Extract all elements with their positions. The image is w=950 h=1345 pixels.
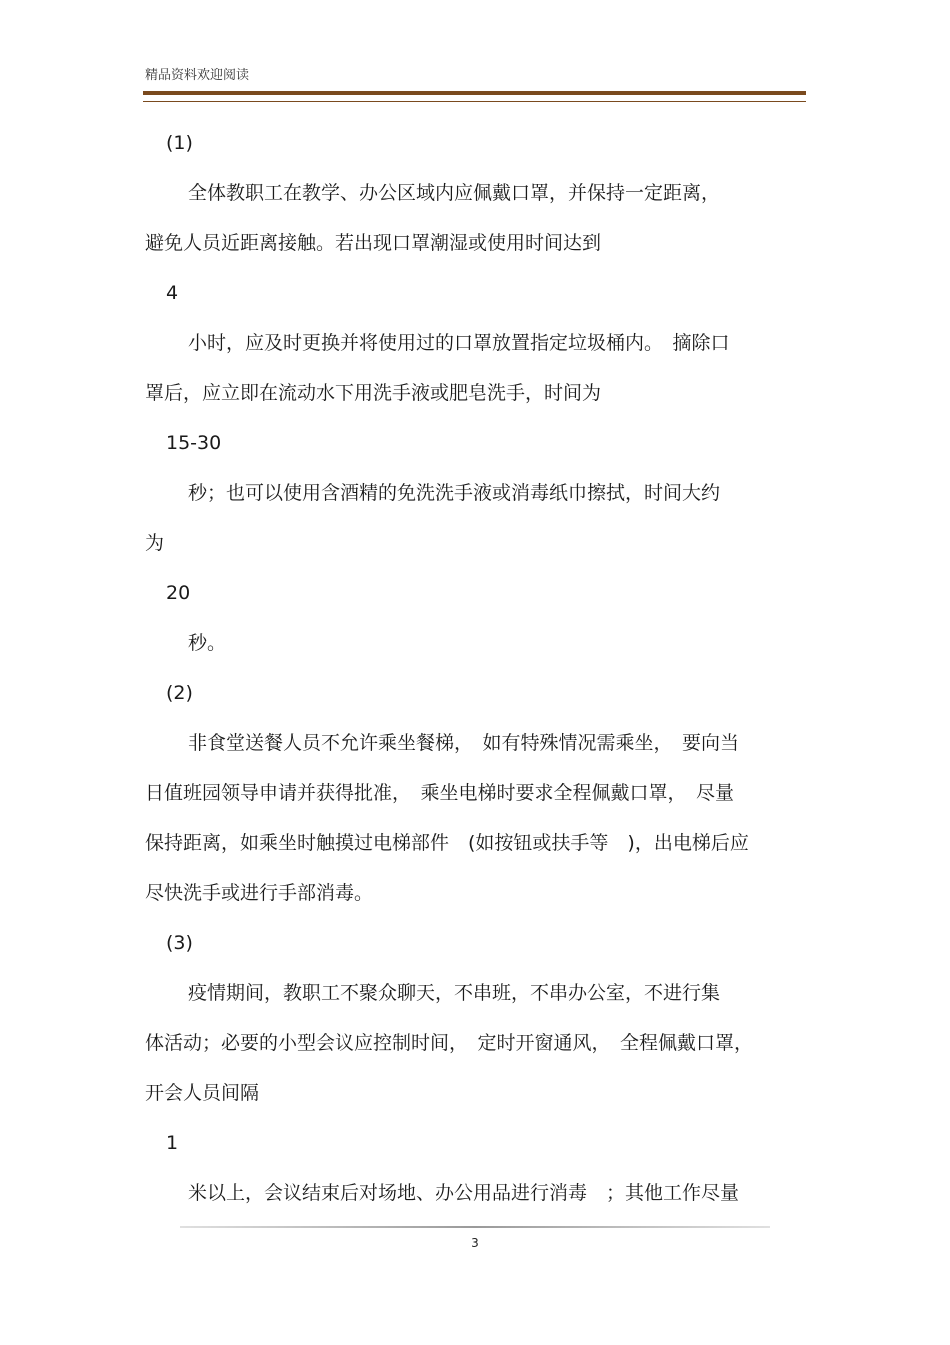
text-line: (3) xyxy=(166,932,193,954)
text-line: 为 xyxy=(145,532,165,554)
text-line: 全体教职工在教学、办公区域内应佩戴口罩，并保持一定距离， xyxy=(188,182,721,204)
text-line: 小时，应及时更换并将使用过的口罩放置指定垃圾桶内。 摘除口 xyxy=(188,332,730,354)
text-line: 秒。 xyxy=(188,632,227,654)
text-line: 4 xyxy=(166,282,179,304)
text-line: 秒；也可以使用含酒精的免洗洗手液或消毒纸巾擦拭，时间大约 xyxy=(188,482,721,504)
text-line: 1 xyxy=(166,1132,179,1154)
text-line: 15-30 xyxy=(166,432,222,454)
header-rule-thick xyxy=(143,91,806,95)
text-line: 疫情期间，教职工不聚众聊天，不串班，不串办公室，不进行集 xyxy=(188,982,721,1004)
footer-rule xyxy=(180,1226,770,1228)
page-number: 3 xyxy=(471,1236,479,1250)
text-line: 日值班园领导申请并获得批准， 乘坐电梯时要求全程佩戴口罩， 尽量 xyxy=(145,782,735,804)
text-line: 20 xyxy=(166,582,191,604)
text-line: 尽快洗手或进行手部消毒。 xyxy=(145,882,374,904)
text-line: 非食堂送餐人员不允许乘坐餐梯， 如有特殊情况需乘坐， 要向当 xyxy=(188,732,740,754)
text-line: (1) xyxy=(166,132,193,154)
header-title: 精品资料欢迎阅读 xyxy=(145,68,250,83)
header-rule-thin xyxy=(143,101,806,102)
text-line: (2) xyxy=(166,682,193,704)
text-line: 体活动；必要的小型会议应控制时间， 定时开窗通风， 全程佩戴口罩， xyxy=(145,1032,754,1054)
text-line: 罩后，应立即在流动水下用洗手液或肥皂洗手，时间为 xyxy=(145,382,602,404)
text-line: 米以上，会议结束后对场地、办公用品进行消毒 ；其他工作尽量 xyxy=(188,1182,740,1204)
text-line: 避免人员近距离接触。若出现口罩潮湿或使用时间达到 xyxy=(145,232,602,254)
text-line: 保持距离，如乘坐时触摸过电梯部件 (如按钮或扶手等 )，出电梯后应 xyxy=(145,832,749,854)
text-line: 开会人员间隔 xyxy=(145,1082,260,1104)
